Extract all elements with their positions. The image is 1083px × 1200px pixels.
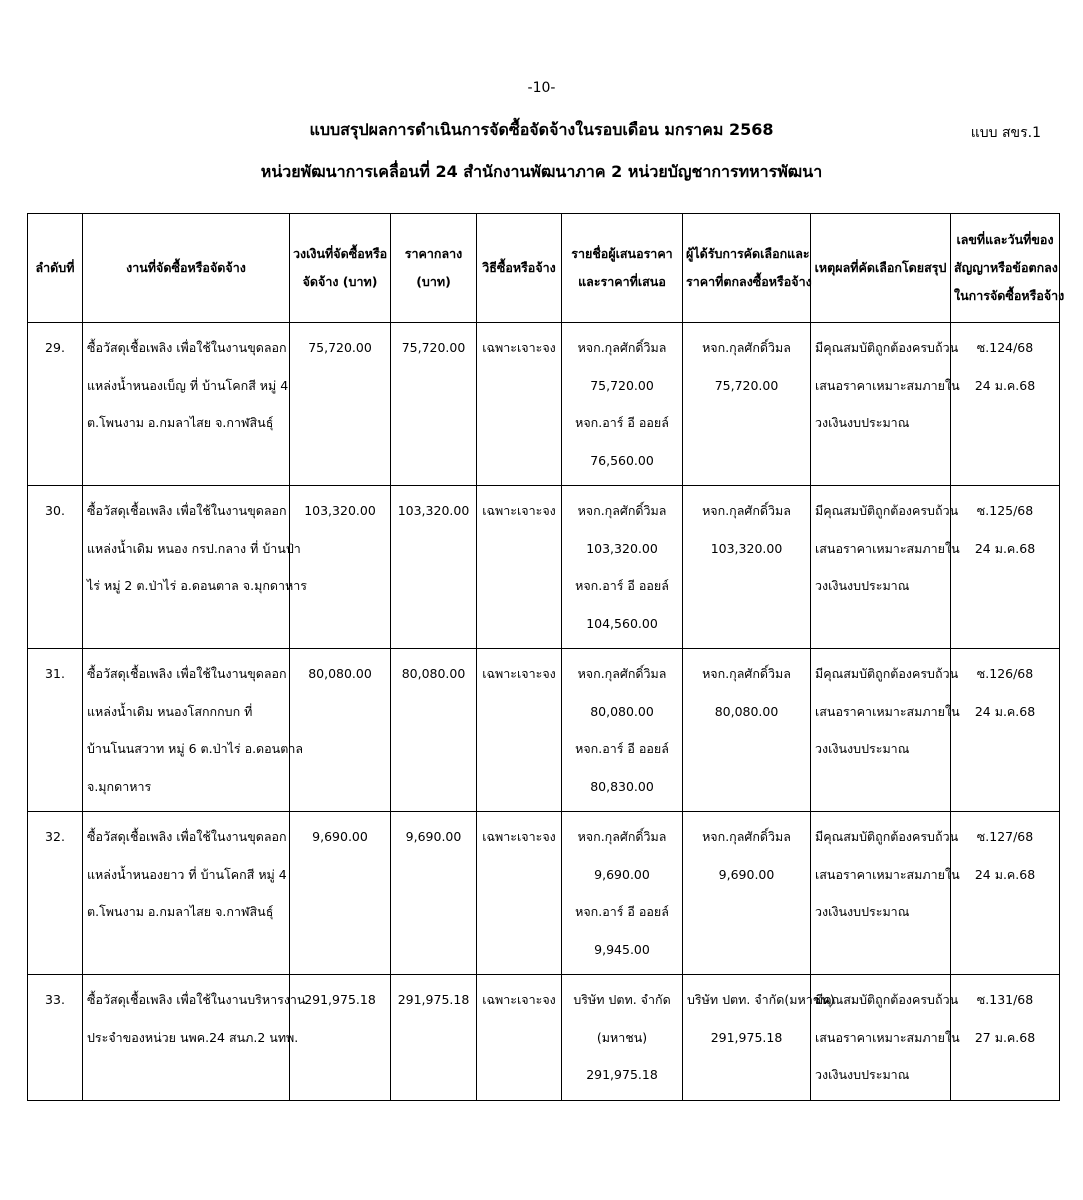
- cell-item-line: ซื้อวัสดุเชื้อเพลิง เพื่อใช้ในงานขุดลอก: [87, 503, 287, 518]
- cell-bidders-line: 80,080.00: [590, 703, 654, 719]
- cell-item-line: บ้านโนนสวาท หมู่ 6 ต.ป่าไร่ อ.ดอนตาล: [87, 741, 304, 756]
- header-bidders: รายชื่อผู้เสนอราคา และราคาที่เสนอ: [562, 214, 683, 323]
- cell-bidders: [562, 323, 683, 486]
- cell-reason-line: วงเงินงบประมาณ: [815, 741, 910, 756]
- cell-contract: [951, 486, 1060, 649]
- cell-bidders-line: 104,560.00: [586, 615, 658, 631]
- cell-method: เฉพาะเจาะจง: [477, 812, 562, 975]
- cell-no: 31.: [28, 649, 83, 812]
- cell-item-line: ไร่ หมู่ 2 ต.ป่าไร่ อ.ดอนตาล จ.มุกดาหาร: [87, 578, 308, 593]
- cell-winner-line: 103,320.00: [710, 540, 783, 556]
- procurement-table: [27, 213, 1065, 1101]
- cell-item-line: ต.โพนงาม อ.กมลาไสย จ.กาฬสินธุ์: [87, 904, 274, 919]
- cell-reason-line: มีคุณสมบัติถูกต้องครบถ้วน: [815, 666, 959, 681]
- table-row: [28, 975, 1060, 1101]
- cell-contract-line: ซ.126/68: [976, 666, 1034, 681]
- cell-no: 33.: [28, 975, 83, 1101]
- cell-budget: 291,975.18: [290, 975, 391, 1101]
- cell-winner-line: 80,080.00: [714, 703, 779, 719]
- cell-item-line: แหล่งน้ำหนองยาว ที่ บ้านโคกสี หมู่ 4: [87, 866, 287, 882]
- cell-contract-line: 24 ม.ค.68: [974, 866, 1036, 882]
- cell-reason: [811, 812, 960, 975]
- cell-contract-line: 24 ม.ค.68: [974, 540, 1036, 556]
- cell-reason-line: เสนอราคาเหมาะสมภายใน: [815, 1029, 960, 1045]
- cell-item-line: แหล่งน้ำเดิม หนอง กรป.กลาง ที่ บ้านป่า: [87, 540, 301, 556]
- table-row: [28, 812, 1060, 975]
- cell-bidders-line: หจก.กุลศักดิ์วิมล: [577, 666, 667, 681]
- cell-no: 30.: [28, 486, 83, 649]
- cell-bidders-line: 9,945.00: [594, 941, 650, 957]
- cell-bidders-line: 103,320.00: [586, 540, 658, 556]
- report-subtitle: หน่วยพัฒนาการเคลื่อนที่ 24 สำนักงานพัฒนาภาค 2 หน่วยบัญชาการทหารพัฒนา: [260, 162, 823, 181]
- cell-reason: [811, 323, 960, 486]
- cell-median-price: 9,690.00: [391, 812, 477, 975]
- header-item: งานที่จัดซื้อหรือจัดจ้าง: [83, 214, 290, 323]
- cell-item-line: ประจำของหน่วย นพค.24 สนภ.2 นทพ.: [87, 1029, 299, 1045]
- report-title: แบบสรุปผลการดำเนินการจัดซื้อจัดจ้างในรอบเดือน มกราคม 2568: [309, 120, 774, 139]
- cell-item-line: ซื้อวัสดุเชื้อเพลิง เพื่อใช้ในงานขุดลอก: [87, 340, 287, 355]
- cell-item-line: จ.มุกดาหาร: [87, 778, 152, 794]
- cell-winner: [683, 323, 811, 486]
- cell-item-line: ต.โพนงาม อ.กมลาไสย จ.กาฬสินธุ์: [87, 415, 274, 430]
- header-no: ลำดับที่: [28, 214, 83, 323]
- header-row: [28, 214, 1060, 323]
- cell-reason-line: มีคุณสมบัติถูกต้องครบถ้วน: [815, 340, 959, 355]
- cell-reason: [811, 649, 960, 812]
- cell-method: เฉพาะเจาะจง: [477, 649, 562, 812]
- cell-item: [83, 649, 304, 812]
- cell-bidders: [562, 649, 683, 812]
- cell-reason: [811, 486, 960, 649]
- cell-contract-line: 24 ม.ค.68: [974, 703, 1036, 719]
- cell-contract: [951, 975, 1060, 1101]
- cell-budget: 9,690.00: [290, 812, 391, 975]
- cell-bidders-line: 75,720.00: [590, 377, 654, 393]
- cell-bidders: [562, 486, 683, 649]
- page-number: -10-: [527, 80, 556, 96]
- cell-reason-line: มีคุณสมบัติถูกต้องครบถ้วน: [815, 503, 959, 518]
- cell-bidders-line: หจก.อาร์ อี ออยล์: [575, 741, 669, 756]
- cell-reason-line: วงเงินงบประมาณ: [815, 1067, 910, 1082]
- cell-no: 32.: [28, 812, 83, 975]
- cell-reason-line: เสนอราคาเหมาะสมภายใน: [815, 540, 960, 556]
- cell-reason-line: มีคุณสมบัติถูกต้องครบถ้วน: [815, 992, 959, 1007]
- cell-contract-line: ซ.124/68: [976, 340, 1034, 355]
- cell-item: [83, 323, 290, 486]
- cell-reason-line: เสนอราคาเหมาะสมภายใน: [815, 703, 960, 719]
- cell-budget: 80,080.00: [290, 649, 391, 812]
- cell-method: เฉพาะเจาะจง: [477, 975, 562, 1101]
- form-code: แบบ สขร.1: [970, 125, 1041, 141]
- table-row: [28, 649, 1060, 812]
- cell-bidders: [562, 812, 683, 975]
- cell-bidders-line: (มหาชน): [596, 1029, 648, 1045]
- cell-bidders-line: หจก.กุลศักดิ์วิมล: [577, 829, 667, 844]
- header-method: วิธีซื้อหรือจ้าง: [477, 214, 562, 323]
- cell-bidders-line: หจก.กุลศักดิ์วิมล: [577, 503, 667, 518]
- cell-winner: [683, 649, 811, 812]
- cell-winner-line: หจก.กุลศักดิ์วิมล: [702, 340, 791, 355]
- cell-median-price: 291,975.18: [391, 975, 477, 1101]
- cell-reason-line: มีคุณสมบัติถูกต้องครบถ้วน: [815, 829, 959, 844]
- cell-contract-line: 27 ม.ค.68: [974, 1029, 1036, 1045]
- cell-item-line: แหล่งน้ำหนองเบ็ญ ที่ บ้านโคกสี หมู่ 4: [87, 377, 289, 393]
- cell-item-line: ซื้อวัสดุเชื้อเพลิง เพื่อใช้ในงานขุดลอก: [87, 829, 287, 844]
- cell-budget: 75,720.00: [290, 323, 391, 486]
- cell-method: เฉพาะเจาะจง: [477, 486, 562, 649]
- cell-winner-line: บริษัท ปตท. จำกัด(มหาชน): [687, 992, 835, 1007]
- cell-reason-line: เสนอราคาเหมาะสมภายใน: [815, 377, 960, 393]
- cell-item-line: ซื้อวัสดุเชื้อเพลิง เพื่อใช้ในงานบริหารงาน: [87, 992, 306, 1007]
- cell-winner-line: หจก.กุลศักดิ์วิมล: [702, 503, 791, 518]
- header-median-price: ราคากลาง (บาท): [391, 214, 477, 323]
- cell-no: 29.: [28, 323, 83, 486]
- cell-median-price: 103,320.00: [391, 486, 477, 649]
- cell-winner: [683, 812, 811, 975]
- cell-bidders-line: 291,975.18: [586, 1067, 658, 1082]
- cell-bidders-line: 76,560.00: [590, 452, 654, 468]
- cell-bidders-line: หจก.อาร์ อี ออยล์: [575, 904, 669, 919]
- cell-winner-line: 75,720.00: [714, 377, 779, 393]
- cell-item-line: ซื้อวัสดุเชื้อเพลิง เพื่อใช้ในงานขุดลอก: [87, 666, 287, 681]
- cell-item: [83, 812, 290, 975]
- cell-reason-line: วงเงินงบประมาณ: [815, 415, 910, 430]
- table-row: [28, 486, 1060, 649]
- cell-bidders-line: บริษัท ปตท. จำกัด: [573, 992, 671, 1007]
- header-reason: เหตุผลที่คัดเลือกโดยสรุป: [811, 214, 951, 323]
- cell-item-line: แหล่งน้ำเดิม หนองโสกกกบก ที่: [87, 703, 253, 719]
- cell-budget: 103,320.00: [290, 486, 391, 649]
- header-contract: เลขที่และวันที่ของ สัญญาหรือข้อตกลง ในการจัดซื้อหรือจ้าง: [951, 214, 1060, 323]
- cell-reason: [811, 975, 960, 1101]
- cell-contract-line: ซ.131/68: [976, 992, 1034, 1007]
- cell-bidders-line: 80,830.00: [590, 778, 654, 794]
- cell-contract: [951, 812, 1060, 975]
- table-row: [28, 323, 1060, 486]
- cell-median-price: 75,720.00: [391, 323, 477, 486]
- cell-contract-line: ซ.127/68: [976, 829, 1034, 844]
- cell-winner-line: 291,975.18: [710, 1029, 783, 1045]
- cell-bidders: [562, 975, 683, 1101]
- cell-winner-line: หจก.กุลศักดิ์วิมล: [702, 666, 791, 681]
- cell-reason-line: วงเงินงบประมาณ: [815, 578, 910, 593]
- cell-item: [83, 975, 306, 1101]
- cell-method: เฉพาะเจาะจง: [477, 323, 562, 486]
- header-budget: วงเงินที่จัดซื้อหรือ จัดจ้าง (บาท): [290, 214, 391, 323]
- cell-contract-line: ซ.125/68: [976, 503, 1034, 518]
- cell-winner-line: 9,690.00: [718, 866, 775, 882]
- cell-bidders-line: หจก.อาร์ อี ออยล์: [575, 578, 669, 593]
- cell-contract: [951, 323, 1060, 486]
- cell-bidders-line: หจก.กุลศักดิ์วิมล: [577, 340, 667, 355]
- cell-median-price: 80,080.00: [391, 649, 477, 812]
- cell-bidders-line: หจก.อาร์ อี ออยล์: [575, 415, 669, 430]
- cell-reason-line: วงเงินงบประมาณ: [815, 904, 910, 919]
- cell-winner: [683, 975, 835, 1101]
- header-winner: ผู้ได้รับการคัดเลือกและ ราคาที่ตกลงซื้อหรือจ้าง: [683, 214, 811, 323]
- cell-bidders-line: 9,690.00: [594, 866, 650, 882]
- cell-item: [83, 486, 308, 649]
- cell-winner-line: หจก.กุลศักดิ์วิมล: [702, 829, 791, 844]
- cell-reason-line: เสนอราคาเหมาะสมภายใน: [815, 866, 960, 882]
- cell-contract: [951, 649, 1060, 812]
- cell-contract-line: 24 ม.ค.68: [974, 377, 1036, 393]
- cell-winner: [683, 486, 811, 649]
